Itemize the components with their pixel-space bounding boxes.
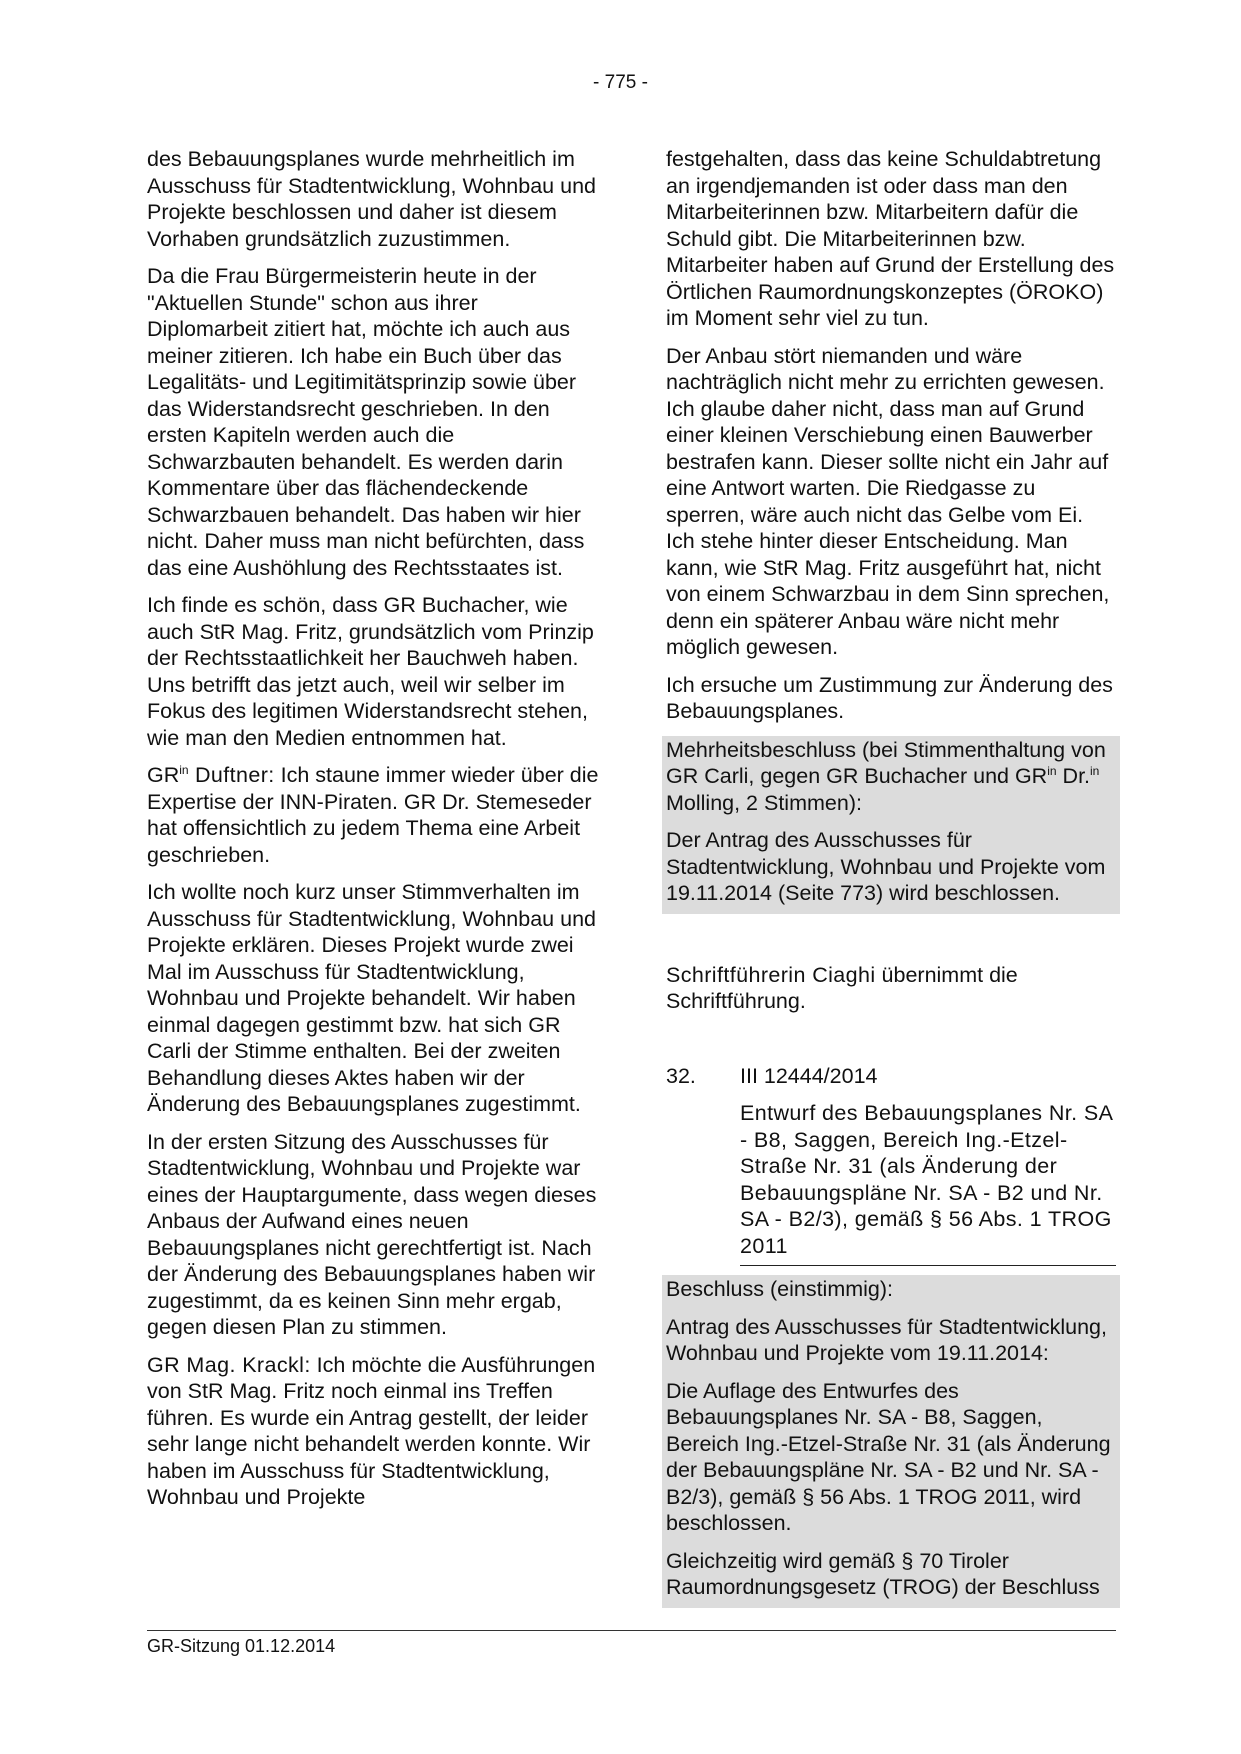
speech-paragraph (147, 762, 602, 868)
left-column (147, 146, 602, 1522)
secretary-name: Schriftführerin Ciaghi (666, 962, 876, 987)
superscript: in (1047, 763, 1057, 778)
paragraph: Ich ersuche um Zustimmung zur Änderung des Bebauungsplanes. (666, 672, 1113, 723)
resolution-box (662, 1275, 1120, 1608)
superscript: in (179, 762, 189, 777)
footer-divider (147, 1630, 1116, 1631)
paragraph: Ich finde es schön, dass GR Buchacher, wie auch StR Mag. Fritz, grundsätzlich vom Prinzip der Rechtsstaatlichkeit her Bauchweh haben. Uns betrifft das jetzt auch, weil wir selber im Fokus des legitimen Widerstandsrecht stehen, wie man den Medien entnommen hat. (147, 593, 594, 750)
vote-result: Beschluss (einstimmig): (666, 1277, 893, 1301)
agenda-item-title: Entwurf des Bebauungsplanes Nr. SA - B8, Saggen, Bereich Ing.-Etzel-Straße Nr. 31 (als Änderung der Bebauungspläne Nr. SA - B2 und Nr. SA - B2/3), gemäß § 56 Abs. 1 TROG 2011 (740, 1100, 1116, 1266)
paragraph: In der ersten Sitzung des Ausschusses für Stadtentwicklung, Wohnbau und Projekte war eines der Hauptargumente, dass wegen dieses Anbaus der Aufwand eines neuen Bebauungsplanes nicht gerechtfertigt ist. Nach der Änderung des Bebauungsplanes haben wir zugestimmt, da es keinen Sinn mehr ergab, gegen diesen Plan zu stimmen. (147, 1129, 597, 1339)
page-number: - 775 - (593, 72, 648, 93)
paragraph: Da die Frau Bürgermeisterin heute in der "Aktuellen Stunde" schon aus ihrer Diplomarbeit zitiert hat, möchte ich auch aus meiner zitieren. Ich habe ein Buch über das Legalitäts- und Legitimitätsprinzip sowie über das Widerstandsrecht geschrieben. In den ersten Kapiteln werden auch die Schwarzbauten behandelt. Es werden darin Kommentare über das flächendeckende Schwarzbauen behandelt. Das haben wir hier nicht. Daher muss man nicht befürchten, dass das eine Aushöhlung des Rechtsstaates ist. (147, 264, 585, 580)
speaker-title: GR (147, 763, 180, 787)
speech-paragraph (147, 1352, 602, 1511)
footer: GR-Sitzung 01.12.2014 (147, 1636, 336, 1656)
resolution-text: Antrag des Ausschusses für Stadtentwicklung, Wohnbau und Projekte vom 19.11.2014: (666, 1314, 1107, 1365)
resolution-text: Die Auflage des Entwurfes des Bebauungsplanes Nr. SA - B8, Saggen, Bereich Ing.-Etzel-Straße Nr. 31 (als Änderung der Bebauungspläne Nr. SA - B2 und Nr. SA - B2/3), gemäß § 56 Abs. 1 TROG 2011, wird beschlossen. (666, 1378, 1111, 1535)
resolution-text: Gleichzeitig wird gemäß § 70 Tiroler Raumordnungsgesetz (TROG) der Beschluss (666, 1548, 1100, 1599)
agenda-item-header (666, 1063, 1116, 1090)
superscript: in (1090, 763, 1100, 778)
vote-result: Mehrheitsbeschluss (bei Stimmenthaltung von GR Carli, gegen GR Buchacher und $GR^{in}$ Dr.$^{in}$ Molling, 2 Stimmen): (666, 737, 1106, 815)
right-column (666, 146, 1116, 1608)
resolution-text: Der Antrag des Ausschusses für Stadtentwicklung, Wohnbau und Projekte vom 19.11.2014 (Seite 773) wird beschlossen. (666, 828, 1106, 905)
speaker-name: Duftner: (188, 763, 275, 787)
agenda-item-number: 32. (666, 1063, 696, 1088)
paragraph: Ich wollte noch kurz unser Stimmverhalten im Ausschuss für Stadtentwicklung, Wohnbau und Projekte erklären. Dieses Projekt wurde zwei Mal im Ausschuss für Stadtentwicklung, Wohnbau und Projekte behandelt. Wir haben einmal dagegen gestimmt bzw. hat sich GR Carli der Stimme enthalten. Bei der zweiten Behandlung dieses Aktes haben wir der Änderung des Bebauungsplanes zugestimmt. (147, 880, 596, 1116)
speech-text: Ich möchte die Ausführungen von StR Mag. Fritz noch einmal ins Treffen führen. Es wurde ein Antrag gestellt, der leider sehr lange nicht behandelt werden konnte. Wir haben im Ausschuss für Stadtentwicklung, Wohnbau und Projekte (147, 1352, 596, 1509)
agenda-item-ref: III 12444/2014 (740, 1063, 878, 1088)
speaker-name: GR Mag. Krackl: (147, 1352, 311, 1377)
paragraph: festgehalten, dass das keine Schuldabtretung an irgendjemanden ist oder dass man den Mitarbeiterinnen bzw. Mitarbeitern dafür die Schuld gibt. Die Mitarbeiterinnen bzw. Mitarbeiter haben auf Grund der Erstellung des Örtlichen Raumordnungskonzeptes (ÖROKO) im Moment sehr viel zu tun. (666, 147, 1115, 330)
paragraph: Der Anbau stört niemanden und wäre nachträglich nicht mehr zu errichten gewesen. Ich glaube daher nicht, dass man auf Grund einer kleinen Verschiebung einen Bauwerber bestrafen kann. Dieser sollte nicht ein Jahr auf eine Antwort warten. Die Riedgasse zu sperren, wäre auch nicht das Gelbe vom Ei. Ich stehe hinter dieser Entscheidung. Man kann, wie StR Mag. Fritz ausgeführt hat, nicht von einem Schwarzbau in dem Sinn sprechen, denn ein späterer Anbau wäre nicht mehr möglich gewesen. (666, 343, 1110, 659)
speech-text: Ich staune immer wieder über die Expertise der INN-Piraten. GR Dr. Stemeseder hat offensichtlich zu jedem Thema eine Arbeit geschrieben. (147, 763, 599, 867)
paragraph: des Bebauungsplanes wurde mehrheitlich im Ausschuss für Stadtentwicklung, Wohnbau und Projekte beschlossen und daher ist diesem Vorhaben grundsätzlich zuzustimmen. (147, 147, 596, 251)
secretary-note: Schriftführerin Ciaghi übernimmt die Schriftführung. (666, 962, 1018, 1013)
resolution-box (662, 736, 1120, 914)
